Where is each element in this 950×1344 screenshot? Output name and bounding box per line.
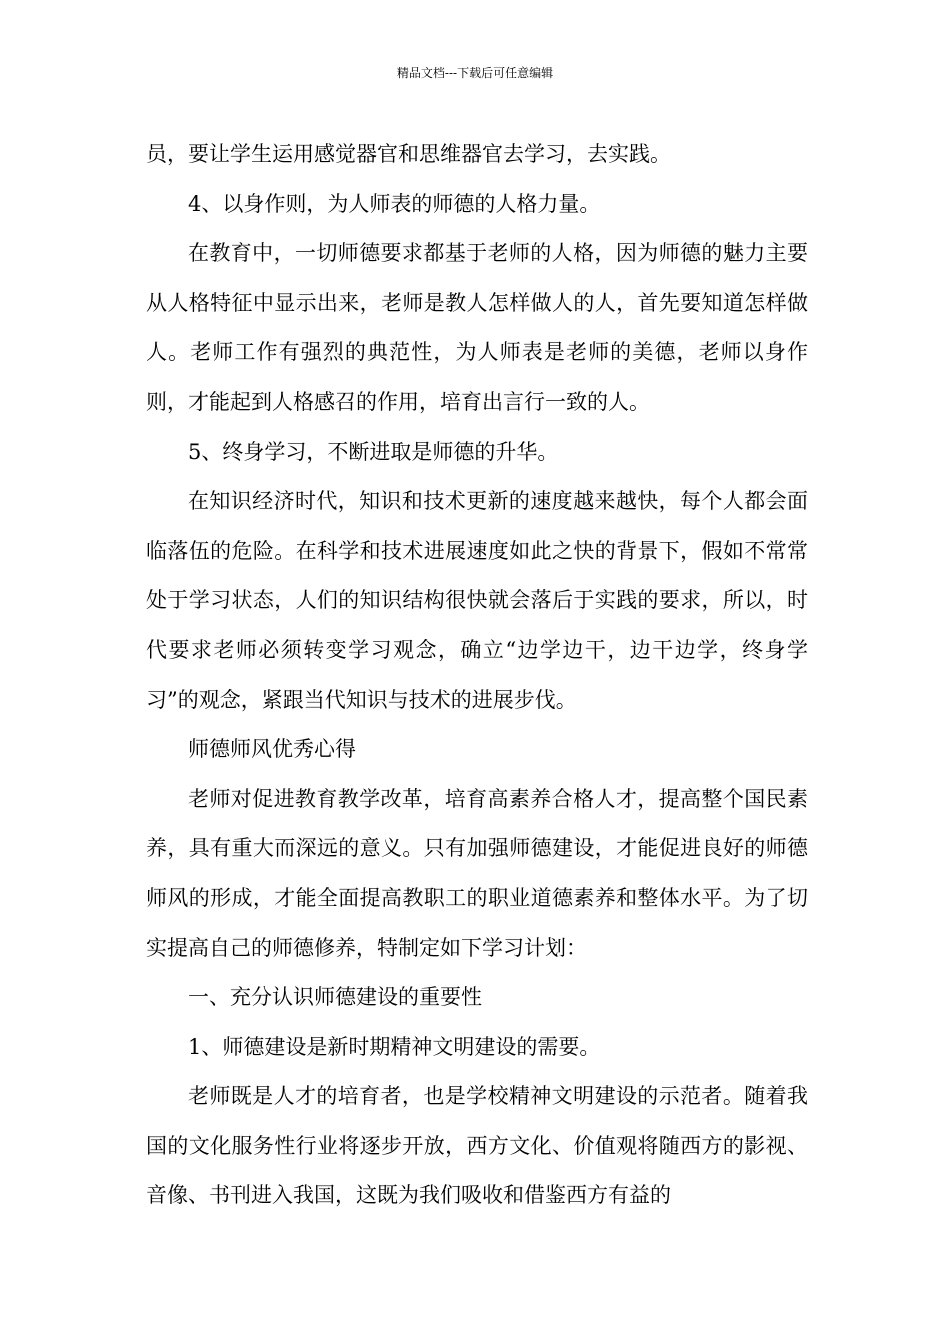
paragraph-personality: 在教育中，一切师德要求都基于老师的人格，因为师德的魅力主要从人格特征中显示出来，老师是教人怎样做人的人，首先要知道怎样做人。老师工作有强烈的典范性，为人师表是老师的美德，老师以身作则，才能起到人格感召的作用，培育出言行一致的人。 <box>146 241 808 414</box>
paragraph-continuation: 员，要让学生运用感觉器官和思维器官去学习，去实践。 <box>146 142 671 166</box>
page-header: 精品文档---下载后可任意编辑 <box>396 66 554 80</box>
section-title: 师德师风优秀心得 <box>188 737 356 762</box>
paragraph-heading-5: 5、终身学习，不断进取是师德的升华。 <box>188 439 559 464</box>
paragraph-heading-1: 1、师德建设是新时期精神文明建设的需要。 <box>188 1034 601 1059</box>
paragraph-lifelong-learning: 在知识经济时代，知识和技术更新的速度越来越快，每个人都会面临落伍的危险。在科学和技术进展速度如此之快的背景下，假如不常常处于学习状态，人们的知识结构很快就会落后于实践的要求，所以，时代要求老师必须转变学习观念，确立“边学边干，边干边学，终身学习”的观念，紧跟当代知识与技术的进展步伐。 <box>146 489 808 712</box>
paragraph-intro: 老师对促进教育教学改革，培育高素养合格人才，提高整个国民素养，具有重大而深远的意义。只有加强师德建设，才能促进良好的师德师风的形成，才能全面提高教职工的职业道德素养和整体水平。为了切实提高自己的师德修养，特制定如下学习计划： <box>146 786 808 960</box>
document-body <box>146 130 808 1221</box>
paragraph-heading-4: 4、以身作则，为人师表的师德的人格力量。 <box>188 191 601 216</box>
paragraph-spiritual-civilization: 老师既是人才的培育者，也是学校精神文明建设的示范者。随着我国的文化服务性行业将逐步开放，西方文化、价值观将随西方的影视、音像、书刊进入我国，这既为我们吸收和借鉴西方有益的 <box>146 1084 808 1208</box>
paragraph-heading-one: 一、充分认识师德建设的重要性 <box>188 985 482 1010</box>
